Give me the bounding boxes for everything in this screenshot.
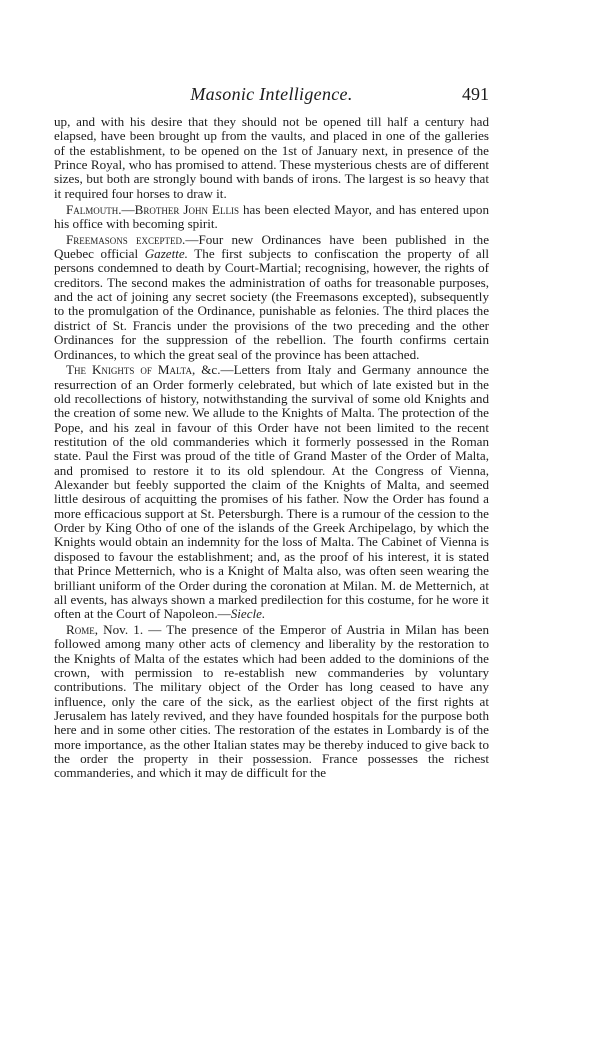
paragraph-text: up, and with his desire that they should not be opened till half a century had elapsed, have been brought up from the vaults, and placed in one of the galleries of the establishment, to be opened on the 1st of January next, in presence of the Prince Royal, who has promised to attend. These mysterious chests are of different sizes, but both are strongly bound with bands of irons. The largest is so heavy that it required four horses to draw it. xyxy=(54,114,489,201)
paragraph-text: &c.—Letters from Italy and Germany announce the resurrection of an Order formerly celebrated, but which of late existed but in the old recollections of history, notwithstanding the survival of some old Knights and the creation of some new. We allude to the Knights of Malta. The protection of the Pope, and his zeal in favour of this Order have not been limited to the recent restitution of the old commanderies which it formerly possessed in the Roman state. Paul the First was proud of the title of Grand Master of the Order of Malta, and promised to restore it to its old splendour. At the Congress of Vienna, Alexander but feebly supported the claim of the Knights of Malta, and seemed little desirous of acquitting the promises of his father. Now the Order has found a more efficacious support at St. Petersburgh. There is a rumour of the cession to the Order by King Otho of one of the islands of the Greek Archipelago, by which the Knights would obtain an indemnity for the loss of Malta. The Cabinet of Vienna is disposed to favour the establishment; and, as the proof of his interest, it is stated that Prince Metternich, who is a Knight of Malta also, was often seen wearing the brilliant uniform of the Order during the coronation at Milan. M. de Metternich, at all events, has always shown a marked predilection for this costume, for he wore it often at the Court of Napoleon.— xyxy=(54,362,489,622)
paragraph-lead: The Knights of Malta, xyxy=(66,362,196,378)
paragraph-italic: Siecle. xyxy=(230,606,266,622)
paragraph-lead: Freemasons excepted. xyxy=(66,231,186,247)
article-body xyxy=(54,115,489,782)
paragraph-lead: Falmouth.—Brother John Ellis xyxy=(66,201,239,217)
paragraph-text-continued: The first subjects to confiscation the property of all persons condemned to death by Court-Martial; recognising, however, the rights of creditors. The second makes the administration of oaths for treasonable purposes, and the act of joining any secret society (the Freemasons excepted), subsequently to the promulgation of the Ordinance, punishable as felonies. The third places the district of St. Francis under the provisions of the two preceding and the other Ordinances for the suppression of the rebellion. The fourth confirms certain Ordinances, to which the great seal of the province has been attached. xyxy=(54,246,489,362)
paragraph-rome xyxy=(54,623,489,781)
paragraph-knights-of-malta xyxy=(54,363,489,621)
paragraph-lead: Rome, xyxy=(66,622,99,638)
running-head: Masonic Intelligence. xyxy=(190,84,353,104)
paragraph-text: —Four new Ordinances have been published in the Quebec official xyxy=(54,231,490,262)
page-number: 491 xyxy=(462,84,489,104)
paragraph-falmouth xyxy=(54,203,489,232)
paragraph-text: Nov. 1. — The presence of the Emperor of Austria in Milan has been followed among many other acts of clemency and liberality by the restoration to the Knights of Malta of the estates which had been added to the dominions of the crown, with permission to re-establish new commanderies by voluntary contributions. The military object of the Order has long ceased to have any influence, only the care of the sick, as the earliest object of the first rights at Jerusalem has lately revived, and they have founded hospitals for the purpose both here and in some other cities. The restoration of the estates in Lombardy is of the more importance, as the other Italian states may be thereby induced to give back to the order the property in their possession. France possesses the richest commanderies, and which it may de difficult for the xyxy=(54,622,489,781)
paragraph-italic: Gazette. xyxy=(144,246,188,262)
paragraph-continuation xyxy=(54,115,489,201)
paragraph-text: has been elected Mayor, and has entered upon his office with becoming spirit. xyxy=(54,201,489,231)
page-header xyxy=(54,84,489,110)
paragraph-freemasons-excepted xyxy=(54,233,489,362)
